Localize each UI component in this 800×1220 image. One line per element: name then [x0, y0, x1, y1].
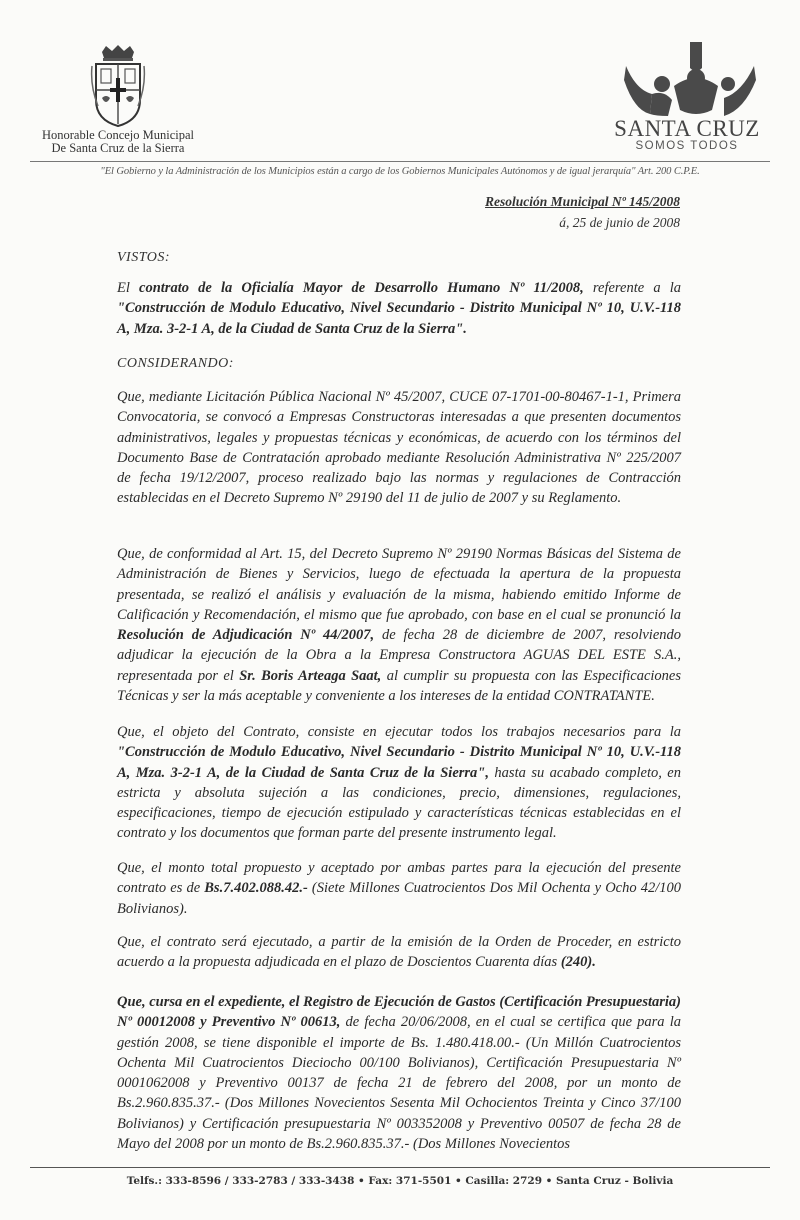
- text-run: de fecha 20/06/2008, en el cual se certifica que para la gestión 2008, se tiene disponible el importe de Bs. 1.480.418.00.- (Un Millón Cuatrocientos Ochenta Mil Cuatrocientos Dieciocho 00/100 Bolivianos), Certificación Presupuestaria Nº 0001062008 y Preventivo 00137 de fecha 21 de febrero del 2008, por un monto de Bs.2.960.835.37.- (Dos Millones Novecientos Sesenta Mil Ochocientos Treinta y Cinco 37/100 Bolivianos) y Certificación presupuestaria Nº 003352008 y Preventivo 00507 de fecha 28 de Mayo del 2008 por un monto de Bs.2.960.835.37.- (Dos Millones Novecientos: [117, 1014, 681, 1153]
- logo-title: SANTA CRUZ: [614, 116, 760, 141]
- council-name: [20, 129, 216, 155]
- vistos-heading: VISTOS:: [117, 250, 171, 265]
- logo-subtitle: SOMOS TODOS: [635, 140, 739, 152]
- bold-run: (240).: [560, 954, 596, 971]
- vistos-paragraph: [117, 278, 681, 339]
- resolution-date: á, 25 de junio de 2008: [559, 215, 680, 230]
- bold-run: contrato de la Oficialía Mayor de Desarrollo Humano Nº 11/2008,: [139, 280, 584, 296]
- resolution-title: Resolución Municipal Nº 145/2008: [485, 194, 680, 209]
- bold-run: "Construcción de Modulo Educativo, Nivel Secundario - Distrito Municipal Nº 10, U.V.-118 A, Mza. 3-2-1 A, de la Ciudad de Santa Cruz de la Sierra",: [117, 744, 681, 781]
- text-run: referente a la: [583, 280, 681, 296]
- constitutional-motto: "El Gobierno y la Administración de los Municipios están a cargo de los Gobiernos Municipales Autónomos y de igual jerarquía" Art. 200 C.P.E.: [100, 166, 700, 177]
- text-run: al cumplir su propuesta con las Especificaciones Técnicas y ser la más aceptable y conveniente a los intereses de la entidad CONTRATANTE.: [117, 667, 681, 705]
- council-line-1: Honorable Concejo Municipal: [41, 128, 195, 142]
- paragraph-6: [117, 992, 681, 1154]
- header-divider: [30, 161, 770, 162]
- text-run: El: [117, 280, 140, 296]
- text-run: (Siete Millones Cuatrocientos Dos Mil Ochenta y Ocho 42/100 Bolivianos).: [117, 880, 681, 917]
- text-run: Que, de conformidad al Art. 15, del Decreto Supremo Nº 29190 Normas Básicas del Sistema de Administración de Bienes y Servicios, luego de efectuada la apertura de la propuesta presentada, se realizó el análisis y evaluación de la misma, habiendo emitido Informe de Calificación y Recomendación, el mismo que fue aprobado, con base en el cual se pronunció la: [117, 546, 681, 623]
- paragraph-4: [117, 858, 681, 919]
- paragraph-1: Que, mediante Licitación Pública Nacional Nº 45/2007, CUCE 07-1701-00-80467-1-1, Primera Convocatoria, se convocó a Empresas Constructoras interesadas a que presenten documentos administrativos, legales y propuestas técnicas y económicas, de acuerdo con los términos del Documento Base de Contratación aprobado mediante Resolución Administrativa Nº 225/2007 de fecha 19/12/2007, proceso realizado bajo las normas y regulaciones de Contracción establecidas en el Decreto Supremo Nº 29190 del 11 de julio de 2007 y su Reglamento.: [117, 389, 681, 507]
- text-run: hasta su acabado completo, en estricta y absoluta sujeción a las condiciones, precio, dimensiones, regulaciones, especificaciones, tiempo de ejecución estipulado y características técnicas establecidas en el contrato y los documentos que forman parte del presente instrumento legal.: [117, 764, 681, 842]
- paragraph-5: [117, 932, 681, 973]
- bold-run: "Construcción de Modulo Educativo, Nivel Secundario - Distrito Municipal Nº 10, U.V.-118 A, Mza. 3-2-1 A, de la Ciudad de Santa Cruz de la Sierra".: [117, 300, 681, 337]
- considerando-heading: CONSIDERANDO:: [117, 356, 234, 371]
- text-run: Que, el objeto del Contrato, consiste en ejecutar todos los trabajos necesarios para la: [117, 724, 681, 740]
- footer-divider: [30, 1167, 770, 1168]
- bold-run: Sr. Boris Arteaga Saat,: [239, 667, 382, 684]
- paragraph-3: [117, 722, 681, 844]
- council-line-2: De Santa Cruz de la Sierra: [51, 141, 185, 155]
- text-run: Que, el contrato será ejecutado, a partir de la emisión de la Orden de Proceder, en estricto acuerdo a la propuesta adjudicada en el plazo de Doscientos Cuarenta días: [117, 934, 681, 971]
- bold-run: Resolución de Adjudicación Nº 44/2007,: [117, 627, 375, 644]
- bold-run: Que, cursa en el expediente, el Registro de Ejecución de Gastos (Certificación Presupuestaria) Nº 00012008 y Preventivo Nº 00613,: [117, 994, 681, 1031]
- bold-run: Bs.7.402.088.42.-: [204, 880, 308, 897]
- text-run: de fecha 28 de diciembre de 2007, resolviendo adjudicar la ejecución de la Obra a la Empresa Constructora AGUAS DEL ESTE S.A., representada por el: [117, 627, 681, 684]
- footer-contact: Telfs.: 333-8596 / 333-2783 / 333-3438 • Fax: 371-5501 • Casilla: 2729 • Santa Cruz - Bolivia: [126, 1175, 674, 1187]
- paragraph-2: [117, 544, 681, 706]
- text-run: Que, el monto total propuesto y aceptado por ambas partes para la ejecución del presente contrato es de: [117, 860, 681, 897]
- coat-of-arms-icon: [88, 44, 148, 128]
